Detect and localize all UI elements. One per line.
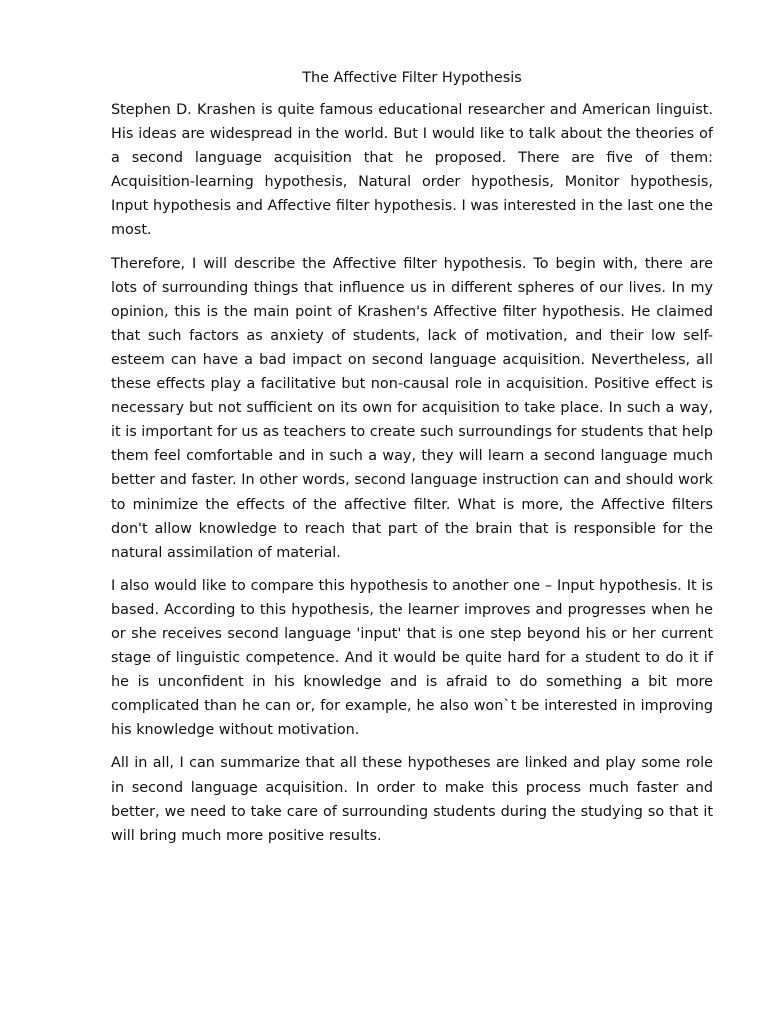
document-title: The Affective Filter Hypothesis: [302, 70, 522, 86]
paragraph-2: Therefore, I will describe the Affective filter hypothesis. To begin with, there are lots of surrounding things that influence us in different spheres of our lives. In my opinion, this is the main point of Krashen's Affective filter hypothesis. He claimed that such factors as anxiety of students, lack of motivation, and their low self-esteem can have a bad impact on second language acquisition. Nevertheless, all these effects play a facilitative but non-causal role in acquisition. Positive effect is necessary but not sufficient on its own for acquisition to take place. In such a way, it is important for us as teachers to create such surroundings for students that help them feel comfortable and in such a way, they will learn a second language much better and faster. In other words, second language instruction can and should work to minimize the effects of the affective filter. What is more, the Affective filters don't allow knowledge to reach that part of the brain that is responsible for the natural assimilation of material.: [111, 255, 713, 561]
paragraph-4: All in all, I can summarize that all these hypotheses are linked and play some role in second language acquisition. In order to make this process much faster and better, we need to take care of surrounding students during the studying so that it will bring much more positive results.: [111, 755, 713, 844]
paragraph-3: I also would like to compare this hypothesis to another one – Input hypothesis. It is based. According to this hypothesis, the learner improves and progresses when he or she receives second language 'input' that is one step beyond his or her current stage of linguistic competence. And it would be quite hard for a student to do it if he is unconfident in his knowledge and is afraid to do something a bit more complicated than he can or, for example, he also won`t be interested in improving his knowledge without motivation.: [111, 577, 713, 739]
document-body: [111, 66, 713, 857]
paragraph-1: Stephen D. Krashen is quite famous educational researcher and American linguist. His ideas are widespread in the world. But I would like to talk about the theories of a second language acquisition that he proposed. There are five of them: Acquisition-learning hypothesis, Natural order hypothesis, Monitor hypothesis, Input hypothesis and Affective filter hypothesis. I was interested in the last one the most.: [111, 102, 713, 239]
